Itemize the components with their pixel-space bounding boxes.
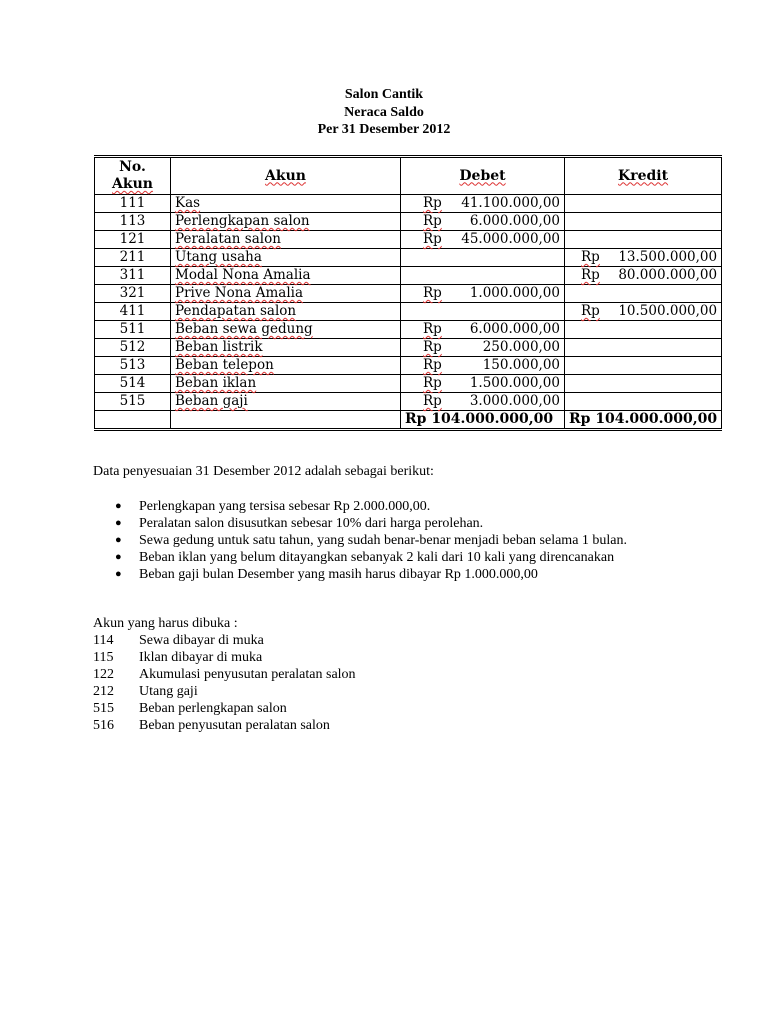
kredit-cell — [565, 267, 722, 285]
total-kredit-value: 104.000.000,00 — [595, 411, 718, 427]
table-header-row — [95, 157, 722, 195]
account-code: 212 — [93, 684, 114, 699]
adjustment-text: Perlengkapan yang tersisa sebesar Rp 2.000.000,00. — [139, 499, 431, 514]
kredit-cell — [565, 357, 722, 375]
debet-cell — [401, 285, 565, 303]
accounts-list — [93, 632, 356, 734]
table-row — [95, 249, 722, 267]
account-code: 114 — [93, 633, 114, 648]
table-body — [95, 195, 722, 411]
list-item — [93, 566, 673, 583]
account-name: Prive Nona Amalia — [175, 285, 304, 301]
bullet-icon: ● — [115, 500, 122, 512]
header-kredit: Kredit — [565, 157, 722, 195]
account-number-cell: 514 — [95, 375, 171, 393]
list-item — [93, 700, 356, 717]
debet-currency: Rp — [423, 195, 442, 211]
account-number-cell: 311 — [95, 267, 171, 285]
account-name: Beban iklan — [175, 375, 257, 391]
header-no-akun: No. Akun — [95, 157, 171, 195]
kredit-currency: Rp — [581, 303, 600, 319]
account-name: Modal Nona Amalia — [175, 267, 311, 283]
debet-value: 150.000,00 — [482, 357, 560, 373]
kredit-cell — [565, 249, 722, 267]
account-name-cell — [171, 375, 401, 393]
account-name: Beban telepon — [175, 357, 274, 373]
total-kredit-cell — [565, 411, 722, 430]
table-row — [95, 375, 722, 393]
total-no-cell — [95, 411, 171, 430]
account-label: Utang gaji — [139, 684, 198, 699]
table-row — [95, 339, 722, 357]
table-total-row — [95, 411, 722, 430]
account-number-cell: 321 — [95, 285, 171, 303]
kredit-value: 13.500.000,00 — [618, 249, 718, 265]
kredit-value: 80.000.000,00 — [618, 267, 718, 283]
account-number-cell: 121 — [95, 231, 171, 249]
table-row — [95, 231, 722, 249]
account-code: 115 — [93, 650, 114, 665]
list-item — [93, 717, 356, 734]
kredit-currency: Rp — [581, 249, 600, 265]
account-name-cell — [171, 357, 401, 375]
table-row — [95, 303, 722, 321]
report-title: Neraca Saldo — [344, 104, 424, 120]
account-label: Iklan dibayar di muka — [139, 650, 263, 665]
debet-cell — [401, 321, 565, 339]
list-item — [93, 649, 356, 666]
account-name: Utang usaha — [175, 249, 262, 265]
account-name-cell — [171, 249, 401, 267]
debet-value: 6.000.000,00 — [469, 213, 560, 229]
debet-value: 3.000.000,00 — [469, 393, 560, 409]
debet-value: 1.000.000,00 — [469, 285, 560, 301]
account-name: Beban sewa gedung — [175, 321, 313, 337]
adjustment-text: Peralatan salon disusutkan sebesar 10% dari harga perolehan. — [139, 516, 484, 531]
company-name: Salon Cantik — [344, 87, 424, 102]
table-row — [95, 267, 722, 285]
table-row — [95, 285, 722, 303]
total-debet-currency: Rp — [405, 411, 427, 427]
kredit-cell — [565, 339, 722, 357]
account-name: Perlengkapan salon — [175, 213, 310, 229]
kredit-cell — [565, 213, 722, 231]
account-label: Akumulasi penyusutan peralatan salon — [139, 667, 356, 682]
account-name-cell — [171, 285, 401, 303]
total-debet-cell — [401, 411, 565, 430]
account-name-cell — [171, 303, 401, 321]
header-debet: Debet — [401, 157, 565, 195]
account-name: Beban listrik — [175, 339, 263, 355]
adjustment-intro: Data penyesuaian 31 Desember 2012 adalah sebagai berikut: — [93, 464, 434, 479]
debet-cell — [401, 249, 565, 267]
table-row — [95, 213, 722, 231]
list-item — [93, 532, 673, 549]
account-name-cell — [171, 321, 401, 339]
bullet-icon: ● — [115, 551, 122, 563]
account-name-cell — [171, 393, 401, 411]
account-number-cell: 513 — [95, 357, 171, 375]
account-label: Beban penyusutan peralatan salon — [139, 718, 330, 733]
total-akun-cell — [171, 411, 401, 430]
total-debet-value: 104.000.000,00 — [431, 411, 554, 427]
kredit-cell — [565, 285, 722, 303]
bullet-icon: ● — [115, 517, 122, 529]
account-number-cell: 515 — [95, 393, 171, 411]
table-row — [95, 393, 722, 411]
account-code: 515 — [93, 701, 114, 716]
debet-cell — [401, 213, 565, 231]
debet-cell — [401, 357, 565, 375]
debet-cell — [401, 195, 565, 213]
debet-currency: Rp — [423, 357, 442, 373]
table-row — [95, 195, 722, 213]
kredit-cell — [565, 393, 722, 411]
list-item — [93, 666, 356, 683]
account-name-cell — [171, 339, 401, 357]
account-number-cell: 411 — [95, 303, 171, 321]
account-label: Sewa dibayar di muka — [139, 633, 264, 648]
adjustment-list — [93, 498, 673, 583]
list-item — [93, 515, 673, 532]
kredit-cell — [565, 375, 722, 393]
debet-value: 1.500.000,00 — [469, 375, 560, 391]
account-number-cell: 211 — [95, 249, 171, 267]
debet-currency: Rp — [423, 213, 442, 229]
account-name-cell — [171, 231, 401, 249]
report-period: Per 31 Desember 2012 — [317, 122, 451, 137]
debet-currency: Rp — [423, 321, 442, 337]
account-number-cell: 113 — [95, 213, 171, 231]
debet-cell — [401, 231, 565, 249]
kredit-value: 10.500.000,00 — [618, 303, 718, 319]
debet-cell — [401, 339, 565, 357]
list-item — [93, 683, 356, 700]
kredit-cell — [565, 303, 722, 321]
debet-cell — [401, 375, 565, 393]
account-number-cell: 111 — [95, 195, 171, 213]
account-number-cell: 512 — [95, 339, 171, 357]
account-label: Beban perlengkapan salon — [139, 701, 287, 716]
debet-currency: Rp — [423, 393, 442, 409]
account-number-cell: 511 — [95, 321, 171, 339]
debet-currency: Rp — [423, 375, 442, 391]
kredit-cell — [565, 321, 722, 339]
list-item — [93, 632, 356, 649]
adjustment-text: Beban iklan yang belum ditayangkan sebanyak 2 kali dari 10 kali yang direncanakan — [139, 550, 615, 565]
kredit-currency: Rp — [581, 267, 600, 283]
adjustment-text: Sewa gedung untuk satu tahun, yang sudah benar-benar menjadi beban selama 1 bulan. — [139, 533, 628, 548]
header-akun: Akun — [171, 157, 401, 195]
debet-value: 6.000.000,00 — [469, 321, 560, 337]
debet-value: 250.000,00 — [482, 339, 560, 355]
list-item — [93, 498, 673, 515]
bullet-icon: ● — [115, 534, 122, 546]
debet-currency: Rp — [423, 339, 442, 355]
list-item — [93, 549, 673, 566]
account-name: Pendapatan salon — [175, 303, 297, 319]
debet-value: 45.000.000,00 — [461, 231, 560, 247]
debet-currency: Rp — [423, 285, 442, 301]
total-kredit-currency: Rp — [569, 411, 591, 427]
account-name: Peralatan salon — [175, 231, 281, 247]
account-code: 122 — [93, 667, 114, 682]
debet-cell — [401, 393, 565, 411]
bullet-icon: ● — [115, 568, 122, 580]
account-name: Kas — [175, 195, 201, 211]
account-name-cell — [171, 195, 401, 213]
debet-value: 41.100.000,00 — [461, 195, 560, 211]
trial-balance-table — [94, 155, 722, 431]
account-name-cell — [171, 267, 401, 285]
kredit-cell — [565, 195, 722, 213]
adjustment-text: Beban gaji bulan Desember yang masih harus dibayar Rp 1.000.000,00 — [139, 567, 538, 582]
debet-cell — [401, 267, 565, 285]
debet-currency: Rp — [423, 231, 442, 247]
account-name-cell — [171, 213, 401, 231]
document-header — [0, 86, 768, 139]
accounts-title: Akun yang harus dibuka : — [93, 616, 238, 631]
table-row — [95, 357, 722, 375]
account-code: 516 — [93, 718, 114, 733]
table-row — [95, 321, 722, 339]
debet-cell — [401, 303, 565, 321]
kredit-cell — [565, 231, 722, 249]
account-name: Beban gaji — [175, 393, 248, 409]
